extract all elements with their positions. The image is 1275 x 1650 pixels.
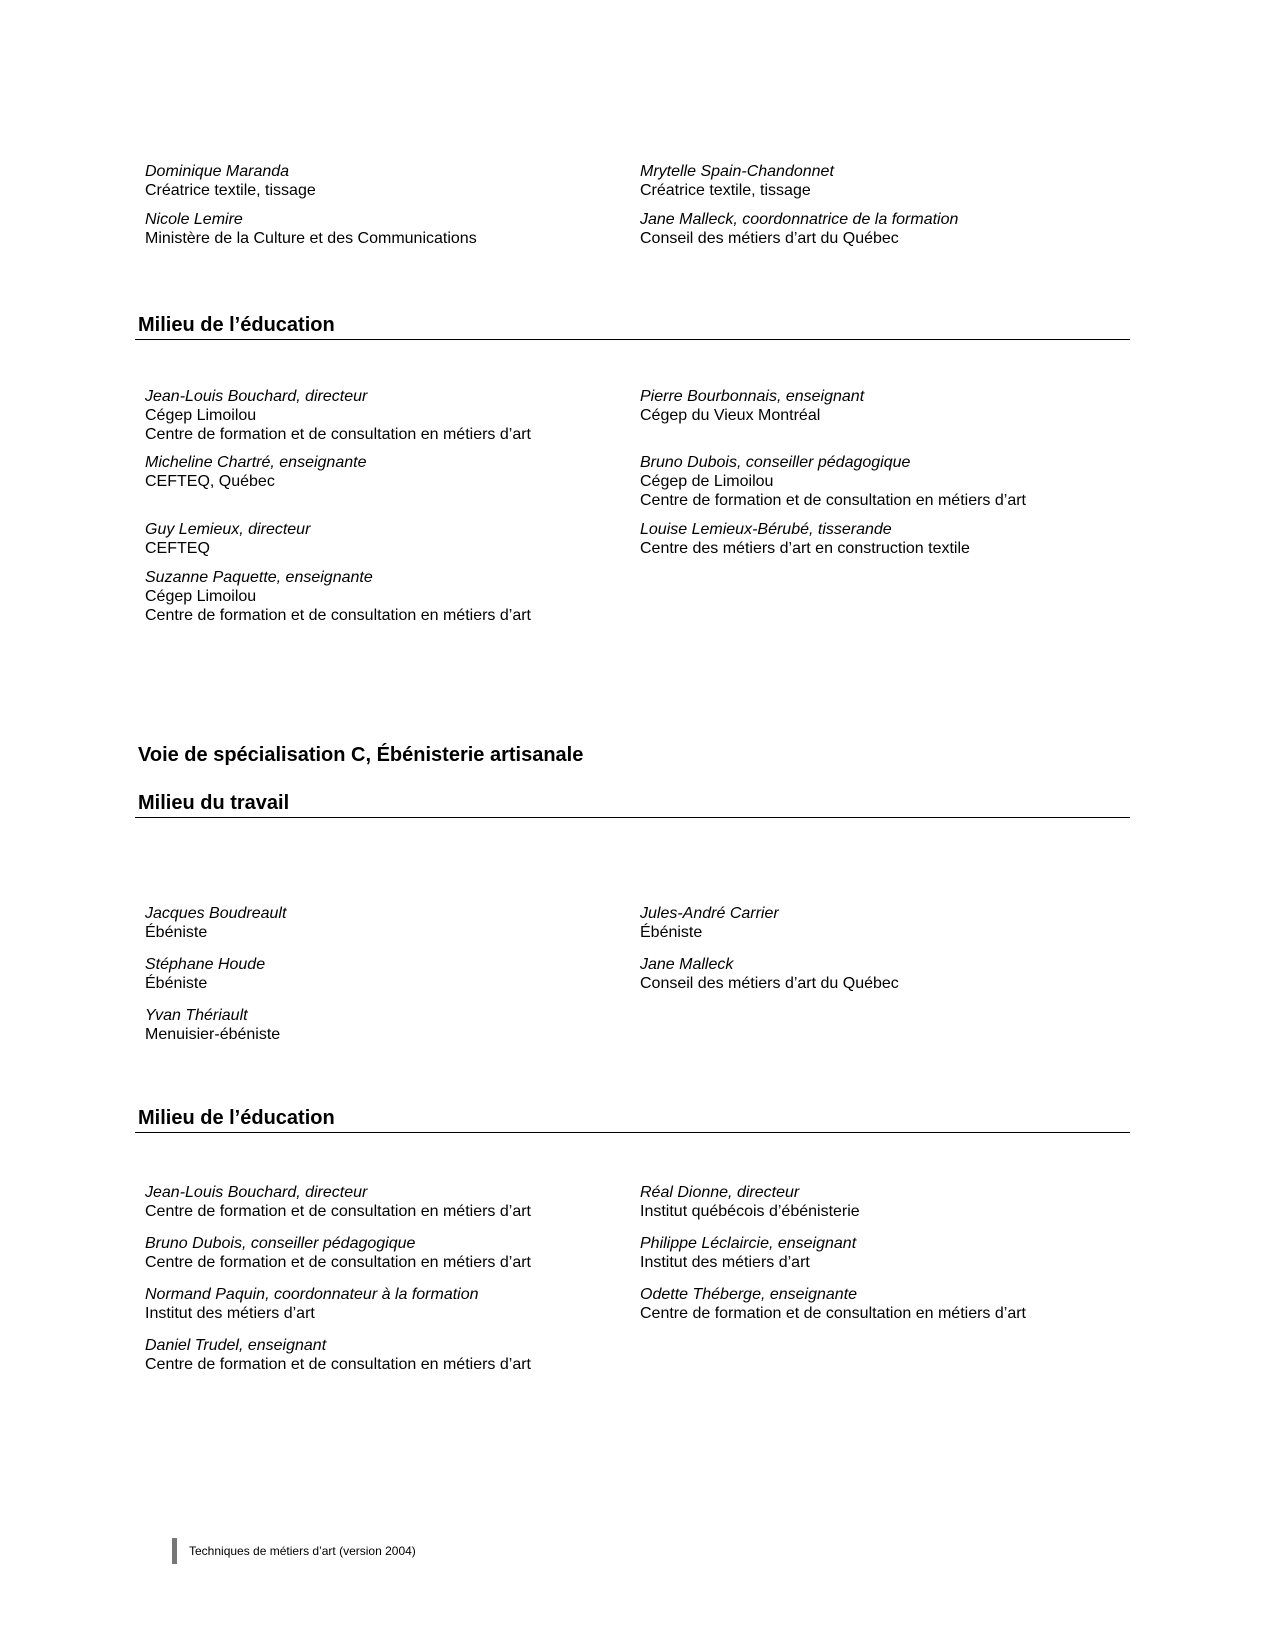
person-entry bbox=[145, 1285, 615, 1323]
person-name: Guy Lemieux, directeur bbox=[145, 521, 311, 538]
person-entry bbox=[640, 520, 1110, 558]
person-name: Louise Lemieux-Bérubé, tisserande bbox=[640, 521, 892, 538]
person-entry bbox=[145, 387, 615, 444]
person-affiliation: CEFTEQ, Québec bbox=[145, 473, 275, 490]
person-name: Jules-André Carrier bbox=[640, 905, 779, 922]
section-heading-text: Milieu de l’éducation bbox=[138, 314, 335, 336]
person-name: Micheline Chartré, enseignante bbox=[145, 454, 367, 471]
person-name: Odette Théberge, enseignante bbox=[640, 1286, 858, 1303]
specialisation-heading-text: Voie de spécialisation C, Ébénisterie artisanale bbox=[138, 744, 584, 766]
person-affiliation: Cégep de Limoilou bbox=[640, 473, 774, 490]
person-entry bbox=[145, 1234, 615, 1272]
person-affiliation: Ébéniste bbox=[145, 975, 208, 992]
person-entry bbox=[640, 955, 1110, 993]
person-name: Jean-Louis Bouchard, directeur bbox=[145, 388, 368, 405]
person-affiliation: Institut québécois d’ébénisterie bbox=[640, 1203, 860, 1220]
person-affiliation: Cégep Limoilou bbox=[145, 407, 257, 424]
person-affiliation: Institut des métiers d’art bbox=[145, 1305, 315, 1322]
section-heading-education-1 bbox=[135, 313, 1130, 340]
person-name: Suzanne Paquette, enseignante bbox=[145, 569, 373, 586]
person-affiliation: Ébéniste bbox=[145, 924, 208, 941]
person-affiliation: Ébéniste bbox=[640, 924, 703, 941]
person-name: Bruno Dubois, conseiller pédagogique bbox=[640, 454, 911, 471]
person-name: Philippe Léclaircie, enseignant bbox=[640, 1235, 857, 1252]
person-affiliation: Créatrice textile, tissage bbox=[145, 182, 316, 199]
footer-text: Techniques de métiers d’art (version 2004) bbox=[189, 1544, 416, 1558]
person-affiliation: Centre de formation et de consultation en métiers d’art bbox=[145, 426, 531, 443]
person-entry bbox=[145, 1336, 615, 1374]
person-name: Normand Paquin, coordonnateur à la formation bbox=[145, 1286, 479, 1303]
person-entry bbox=[145, 1006, 615, 1044]
person-entry bbox=[640, 453, 1110, 510]
person-affiliation: Créatrice textile, tissage bbox=[640, 182, 811, 199]
section-heading-text: Milieu de l’éducation bbox=[138, 1107, 335, 1129]
person-name: Jean-Louis Bouchard, directeur bbox=[145, 1184, 368, 1201]
person-affiliation: Conseil des métiers d’art du Québec bbox=[640, 975, 899, 992]
person-affiliation: Centre de formation et de consultation en métiers d’art bbox=[145, 607, 531, 624]
person-entry bbox=[145, 453, 615, 491]
person-name: Jane Malleck, coordonnatrice de la formation bbox=[640, 211, 959, 228]
person-affiliation: Centre de formation et de consultation en métiers d’art bbox=[640, 492, 1026, 509]
person-name: Pierre Bourbonnais, enseignant bbox=[640, 388, 865, 405]
person-affiliation: Conseil des métiers d’art du Québec bbox=[640, 230, 899, 247]
person-entry bbox=[640, 1234, 1110, 1272]
person-name: Jane Malleck bbox=[640, 956, 734, 973]
section-heading-education-2 bbox=[135, 1106, 1130, 1133]
person-affiliation: Cégep Limoilou bbox=[145, 588, 257, 605]
person-entry bbox=[640, 1183, 1110, 1221]
person-name: Jacques Boudreault bbox=[145, 905, 287, 922]
person-affiliation: Ministère de la Culture et des Communications bbox=[145, 230, 477, 247]
person-affiliation: Centre des métiers d’art en construction textile bbox=[640, 540, 970, 557]
person-entry bbox=[145, 568, 615, 625]
person-entry bbox=[640, 162, 1110, 200]
person-entry bbox=[640, 1285, 1110, 1323]
person-entry bbox=[145, 955, 615, 993]
specialisation-heading bbox=[135, 743, 1130, 767]
person-affiliation: Cégep du Vieux Montréal bbox=[640, 407, 821, 424]
person-entry bbox=[640, 210, 1110, 248]
person-affiliation: Centre de formation et de consultation en métiers d’art bbox=[145, 1254, 531, 1271]
person-entry bbox=[145, 904, 615, 942]
person-affiliation: Centre de formation et de consultation en métiers d’art bbox=[640, 1305, 1026, 1322]
person-affiliation: Institut des métiers d’art bbox=[640, 1254, 810, 1271]
person-name: Daniel Trudel, enseignant bbox=[145, 1337, 327, 1354]
person-name: Réal Dionne, directeur bbox=[640, 1184, 800, 1201]
person-entry bbox=[640, 387, 1110, 425]
person-entry bbox=[145, 162, 615, 200]
person-name: Stéphane Houde bbox=[145, 956, 266, 973]
person-entry bbox=[640, 904, 1110, 942]
person-affiliation: Centre de formation et de consultation en métiers d’art bbox=[145, 1203, 531, 1220]
person-entry bbox=[145, 210, 615, 248]
person-entry bbox=[145, 520, 615, 558]
person-name: Bruno Dubois, conseiller pédagogique bbox=[145, 1235, 416, 1252]
person-name: Dominique Maranda bbox=[145, 163, 290, 180]
person-name: Mrytelle Spain-Chandonnet bbox=[640, 163, 834, 180]
person-entry bbox=[145, 1183, 615, 1221]
person-affiliation: Centre de formation et de consultation en métiers d’art bbox=[145, 1356, 531, 1373]
person-affiliation: CEFTEQ bbox=[145, 540, 210, 557]
page-footer bbox=[172, 1538, 416, 1564]
person-name: Yvan Thériault bbox=[145, 1007, 248, 1024]
section-heading-text: Milieu du travail bbox=[138, 792, 290, 814]
section-heading-travail bbox=[135, 791, 1130, 818]
person-name: Nicole Lemire bbox=[145, 211, 243, 228]
person-affiliation: Menuisier-ébéniste bbox=[145, 1026, 281, 1043]
